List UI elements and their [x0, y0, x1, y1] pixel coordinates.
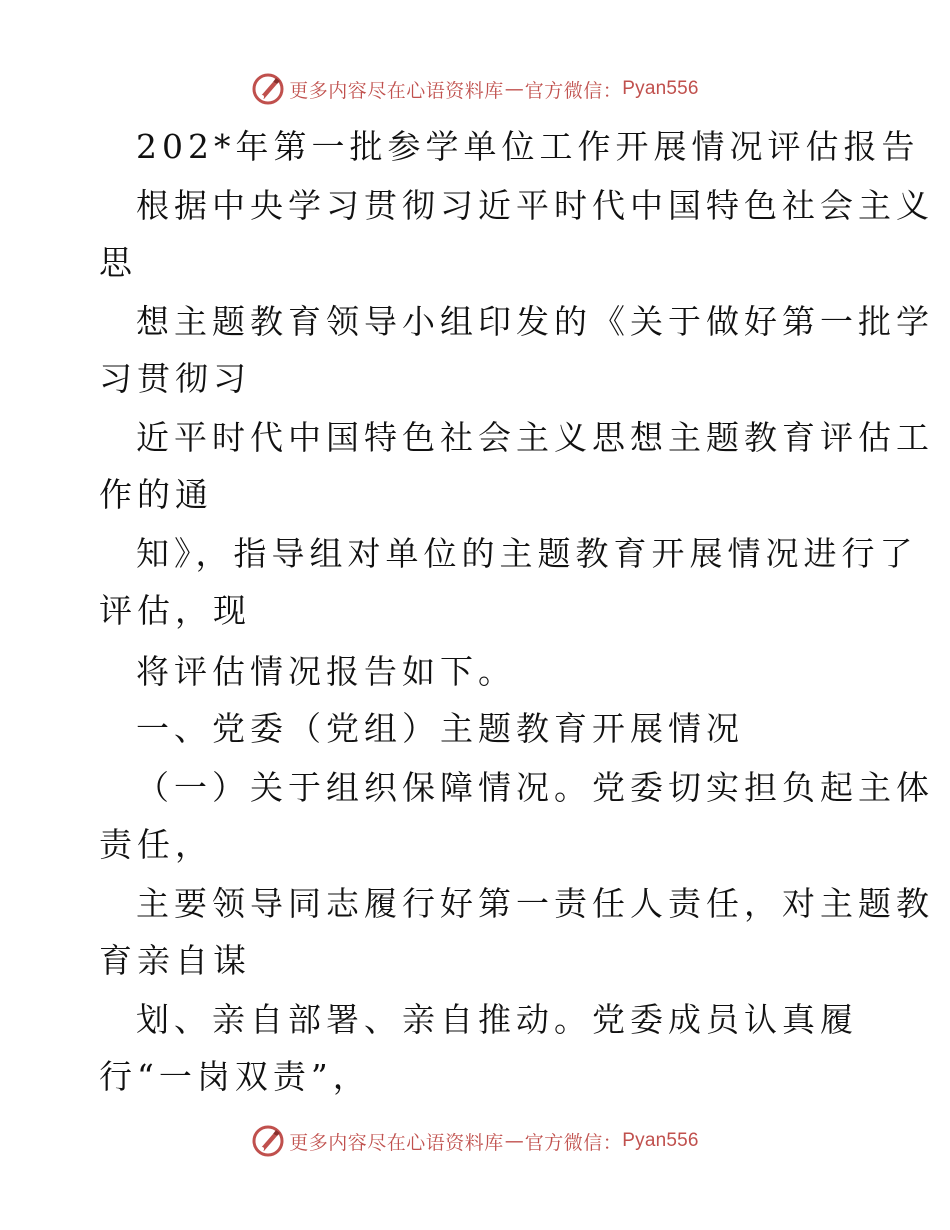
watermark-separator: — [504, 1130, 524, 1152]
paragraph-line: 主要领导同志履行好第一责任人责任，对主题教 [136, 884, 934, 923]
section-heading: 一、党委（党组）主题教育开展情况 [136, 709, 744, 748]
paragraph-line: 想主题教育领导小组印发的《关于做好第一批学 [136, 302, 934, 341]
watermark-separator: — [504, 78, 524, 100]
footer-watermark [0, 1124, 950, 1158]
watermark-contact: 官方微信： [524, 1131, 623, 1154]
paragraph-line: 习贯彻习 [99, 359, 251, 398]
paragraph-line: 行“一岗双责”， [99, 1057, 371, 1096]
paragraph-line: 知》，指导组对单位的主题教育开展情况进行了 [136, 534, 918, 573]
pen-seal-icon [251, 72, 285, 106]
watermark-text: 更多内容尽在心语资料库 [289, 1131, 504, 1154]
paragraph-line: 近平时代中国特色社会主义思想主题教育评估工 [136, 418, 934, 457]
header-watermark [0, 72, 950, 106]
pen-seal-icon [251, 1124, 285, 1158]
paragraph-line: 根据中央学习贯彻习近平时代中国特色社会主义 [136, 186, 934, 225]
paragraph-line: 划、亲自部署、亲自推动。党委成员认真履 [136, 1000, 858, 1039]
watermark-contact: 官方微信： [524, 79, 623, 102]
paragraph-line: 作的通 [99, 475, 213, 514]
paragraph-line: （一）关于组织保障情况。党委切实担负起主体 [136, 768, 934, 807]
paragraph-line: 责任， [99, 825, 213, 864]
document-title: 202*年第一批参学单位工作开展情况评估报告 [136, 127, 920, 166]
paragraph-line: 育亲自谋 [99, 941, 251, 980]
watermark-handle: Pyan556 [622, 1130, 699, 1151]
paragraph-line: 思 [99, 243, 137, 282]
watermark-text: 更多内容尽在心语资料库 [289, 79, 504, 102]
watermark-handle: Pyan556 [622, 78, 699, 99]
paragraph-line: 将评估情况报告如下。 [136, 652, 516, 691]
paragraph-line: 评估，现 [99, 591, 251, 630]
